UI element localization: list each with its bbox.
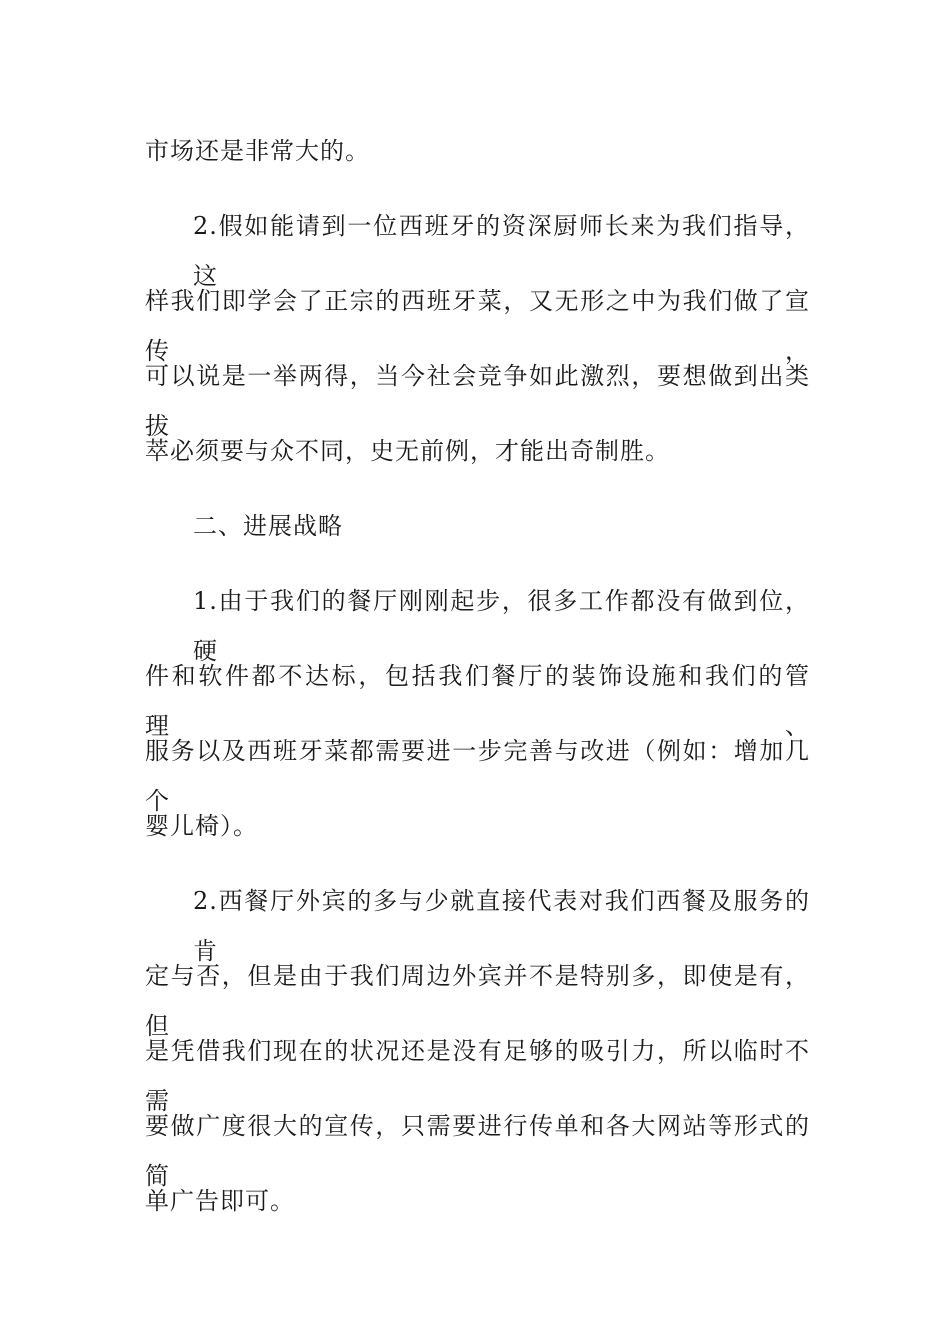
text-line: 萃必须要与众不同，史无前例，才能出奇制胜。 bbox=[145, 437, 670, 465]
text-line: 1.由于我们的餐厅刚刚起步，很多工作都没有做到位，硬 bbox=[193, 587, 810, 665]
section-heading: 二、进展战略 bbox=[193, 512, 343, 540]
text-line: 是凭借我们现在的状况还是没有足够的吸引力，所以临时不需 bbox=[145, 1037, 810, 1115]
text-line: 婴儿椅）。 bbox=[145, 812, 258, 840]
text-line: 可以说是一举两得，当今社会竞争如此激烈，要想做到出类拔 bbox=[145, 362, 810, 440]
text-line: 要做广度很大的宣传，只需要进行传单和各大网站等形式的简 bbox=[145, 1112, 810, 1190]
text-line: 市场还是非常大的。 bbox=[145, 137, 370, 165]
text-line: 单广告即可。 bbox=[145, 1187, 295, 1215]
document-body bbox=[145, 126, 810, 1251]
text-line: 样我们即学会了正宗的西班牙菜，又无形之中为我们做了宣传， bbox=[145, 287, 810, 365]
text-line: 2.西餐厅外宾的多与少就直接代表对我们西餐及服务的肯 bbox=[193, 887, 810, 965]
text-line: 2.假如能请到一位西班牙的资深厨师长来为我们指导，这 bbox=[193, 212, 810, 290]
text-line: 定与否，但是由于我们周边外宾并不是特别多，即使是有，但 bbox=[145, 962, 810, 1040]
text-line: 服务以及西班牙菜都需要进一步完善与改进（例如：增加几个 bbox=[145, 737, 810, 815]
text-line: 件和软件都不达标，包括我们餐厅的装饰设施和我们的管理、 bbox=[145, 662, 810, 740]
